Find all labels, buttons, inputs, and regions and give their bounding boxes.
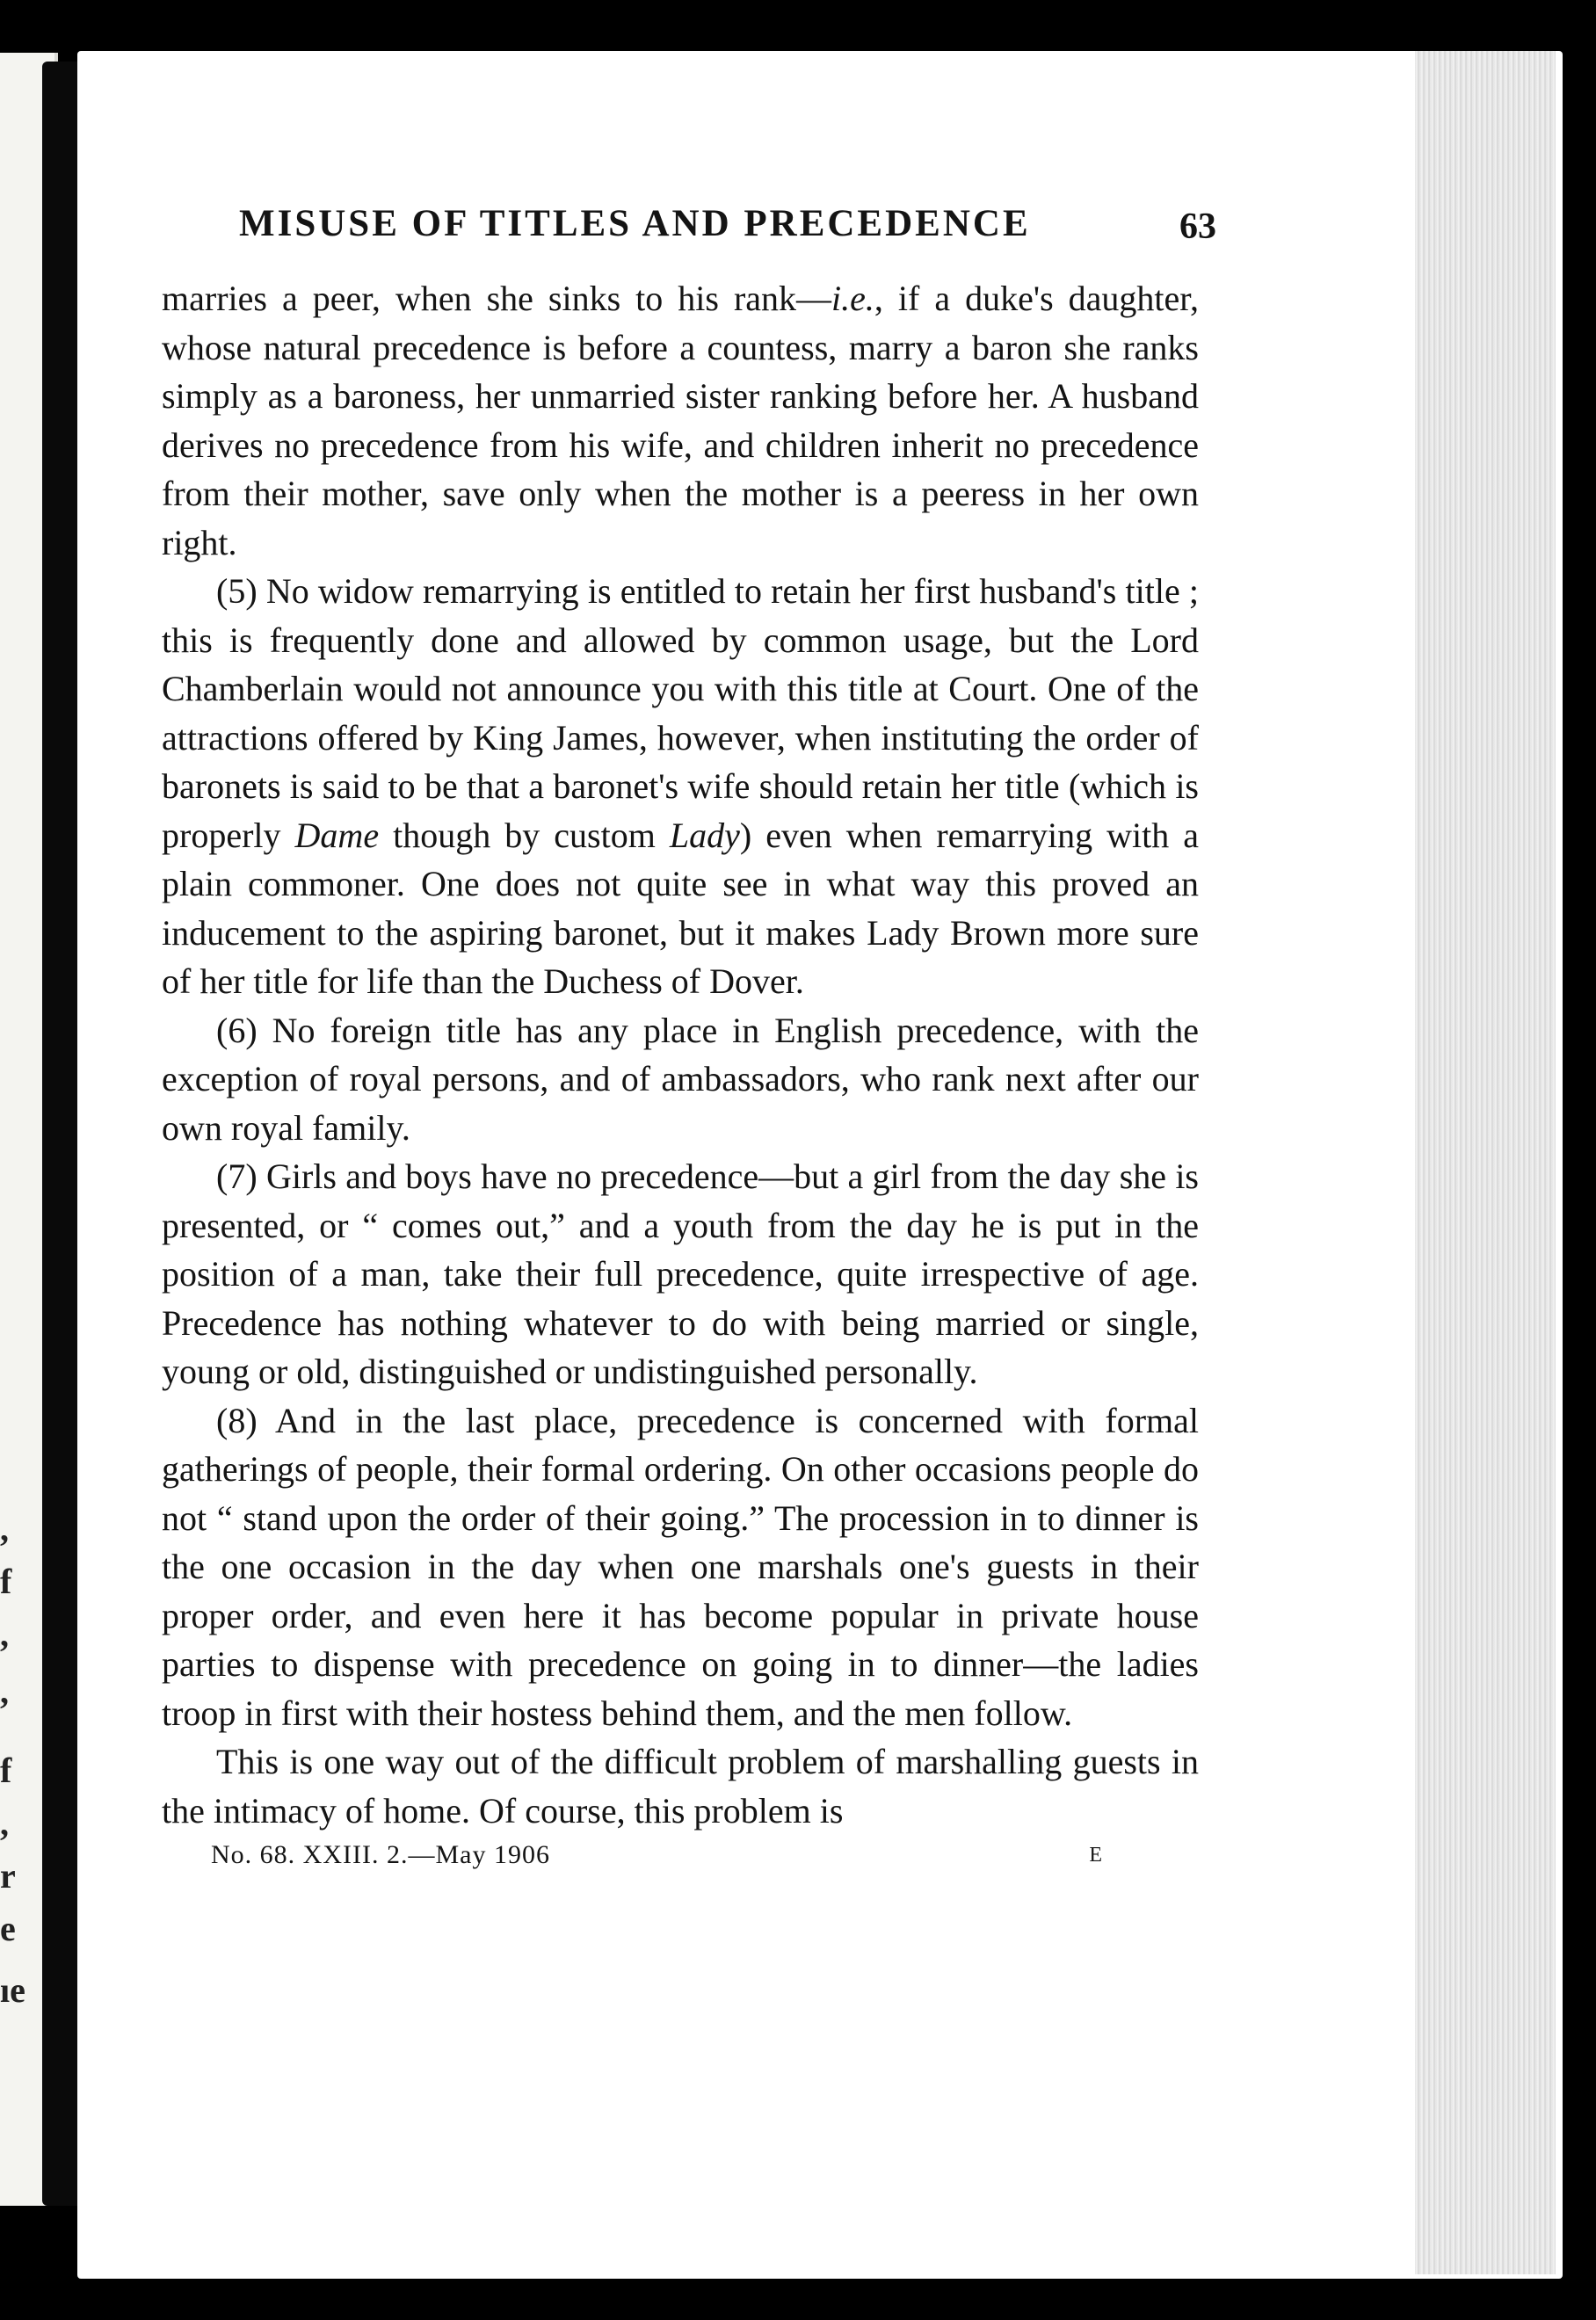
facing-page-fragment: , [0,1509,9,1548]
facing-page-fragment: e [0,1909,16,1948]
italic-text: Dame [294,815,380,855]
italic-text: i.e. [831,279,874,318]
paragraph [162,1006,1199,1153]
running-title: MISUSE OF TITLES AND PRECEDENCE [239,203,1031,244]
signature-line: No. 68. XXIII. 2.—May 1906 [211,1840,550,1869]
paragraph-text: , if a duke's daughter, whose natural precedence is before a countess, marry a baron she ranks simply as a baroness, her unmarried sister ranking before her. A husband derives no precedence from his wife, and children inherit no precedence from their mother, save only when the mother is a peeress in her own right. [162,279,1199,562]
running-head [162,202,1216,255]
paragraph [162,1737,1199,1835]
facing-page-fragment: , [0,1614,9,1654]
paragraph [162,1396,1199,1738]
page-number: 63 [1179,207,1216,247]
facing-page-fragment: r [0,1856,16,1896]
signature-mark: E [1089,1844,1102,1867]
facing-page-fragment: , [0,1671,9,1711]
facing-page-fragment: f [0,1751,12,1790]
facing-page-fragment: , [0,1803,9,1843]
paragraph-text: (5) No widow remarrying is entitled to retain her first husband's title ; this is frequently done and allowed by common usage, but the Lord Chamberlain would not announce you with this title at Court. One of the attractions offered by King James, however, when instituting the order of baronets is said to be that a baronet's wife should retain her title (which is properly [162,571,1199,855]
paragraph-text: though by custom [379,815,670,855]
paragraph [162,567,1199,1006]
paragraph-text: (6) No foreign title has any place in English precedence, with the exception of royal persons, and of ambassadors, who rank next after our own royal family. [162,1010,1199,1148]
facing-page-fragment: ıe [0,1970,25,2010]
facing-page-fragment: f [0,1562,12,1601]
italic-text: Lady [669,815,740,855]
paragraph-text: (8) And in the last place, precedence is concerned with formal gatherings of people, their formal ordering. On other occasions people do not “ stand upon the order of their going.” The procession in to dinner is the one occasion in the day when one marshals one's guests in their proper order, and even here it has become popular in private house parties to dispense with precedence on going in to dinner—the ladies troop in first with their hostess behind them, and the men follow. [162,1400,1199,1733]
paragraph-text: This is one way out of the difficult problem of marshalling guests in the intimacy of home. Of course, this problem is [162,1742,1199,1831]
page-footer [162,1840,1199,1875]
paragraph [162,274,1199,567]
paragraph-text: (7) Girls and boys have no precedence—but a girl from the day she is presented, or “ comes out,” and a youth from the day he is put in the position of a man, take their full precedence, quite irrespective of age. Precedence has nothing whatever to do with being married or single, young or old, distinguished or undistinguished personally. [162,1156,1199,1391]
paragraph-text: ) even when remarrying with a plain commoner. One does not quite see in what way this proved an inducement to the aspiring baronet, but it makes Lady Brown more sure of her title for life than the Duchess of Dover. [162,815,1199,1001]
paragraph-text: marries a peer, when she sinks to his rank— [162,279,832,318]
body-text [162,274,1199,1835]
page-text-block [162,202,1216,1875]
page-edges [1415,51,1556,2274]
paragraph [162,1152,1199,1396]
